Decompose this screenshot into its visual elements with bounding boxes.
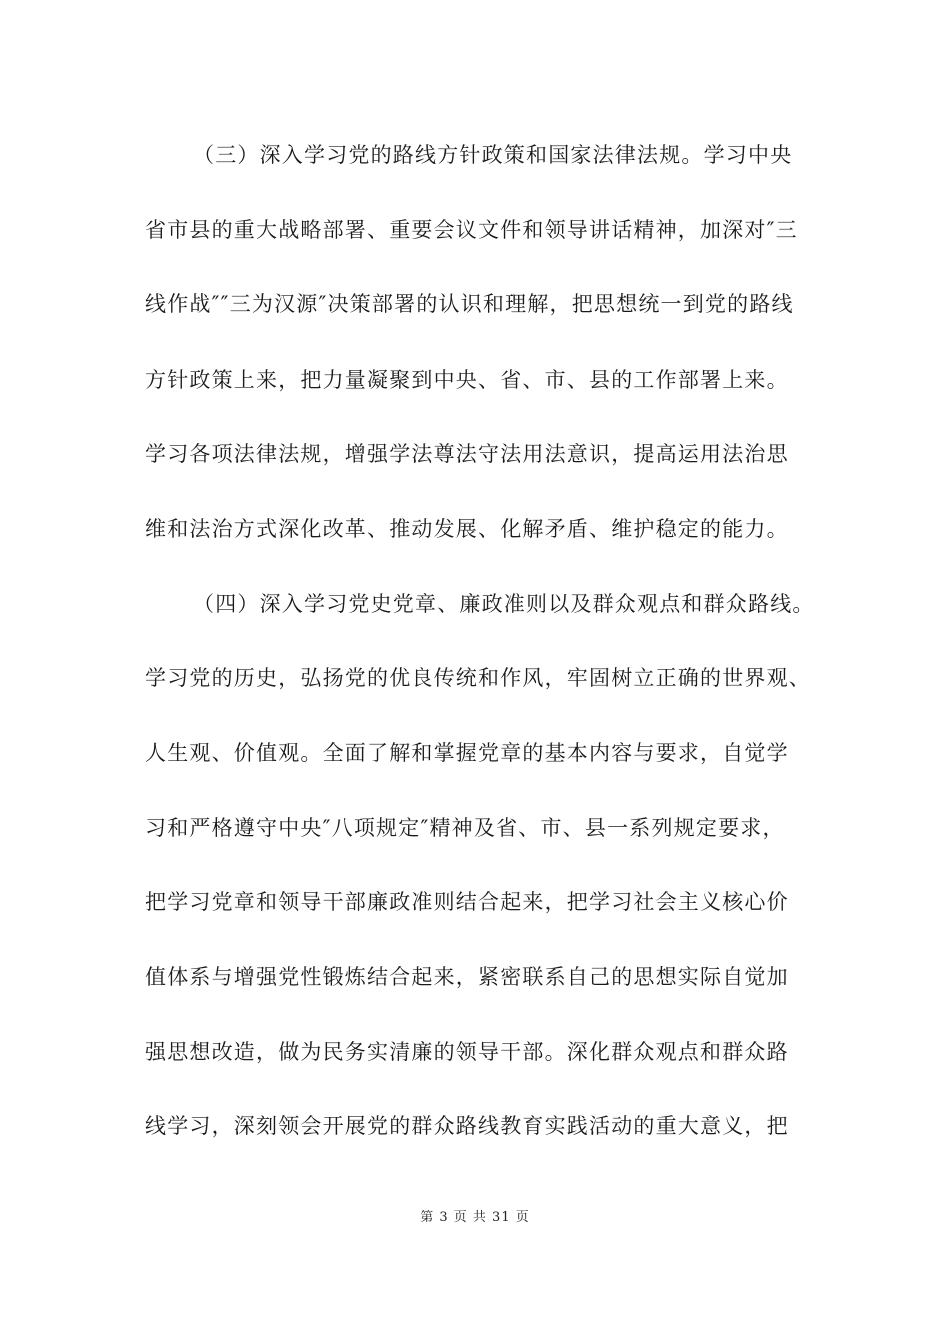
paragraph-3-line-4: 方针政策上来，把力量凝聚到中央、省、市、县的工作部署上来。	[145, 368, 789, 392]
paragraph-3-line-1: （三）深入学习党的路线方针政策和国家法律法规。学习中央	[193, 143, 793, 167]
paragraph-4-line-7: 强思想改造，做为民务实清廉的领导干部。深化群众观点和群众路	[145, 1040, 789, 1064]
paragraph-4-line-1: （四）深入学习党史党章、廉政准则以及群众观点和群众路线。	[193, 592, 815, 616]
paragraph-4-line-6: 值体系与增强党性锻炼结合起来，紧密联系自己的思想实际自觉加	[145, 965, 789, 989]
paragraph-4-line-5: 把学习党章和领导干部廉政准则结合起来，把学习社会主义核心价	[145, 890, 789, 914]
page-number-footer: 第 3 页 共 31 页	[420, 1210, 530, 1225]
paragraph-4-line-4: 习和严格遵守中央″八项规定″精神及省、市、县一系列规定要求，	[145, 816, 785, 840]
paragraph-4-line-3: 人生观、价值观。全面了解和掌握党章的基本内容与要求，自觉学	[145, 741, 789, 765]
paragraph-3-line-5: 学习各项法律法规，增强学法尊法守法用法意识，提高运用法治思	[145, 442, 789, 466]
paragraph-4-line-2: 学习党的历史，弘扬党的优良传统和作风，牢固树立正确的世界观、	[145, 666, 811, 690]
paragraph-3-line-3: 线作战″″三为汉源″决策部署的认识和理解，把思想统一到党的路线	[145, 292, 794, 316]
paragraph-3-line-6: 维和法治方式深化改革、推动发展、化解矛盾、维护稳定的能力。	[145, 517, 789, 541]
paragraph-4-line-8: 线学习，深刻领会开展党的群众路线教育实践活动的重大意义，把	[145, 1114, 789, 1138]
paragraph-3-line-2: 省市县的重大战略部署、重要会议文件和领导讲话精神，加深对″三	[145, 218, 798, 242]
